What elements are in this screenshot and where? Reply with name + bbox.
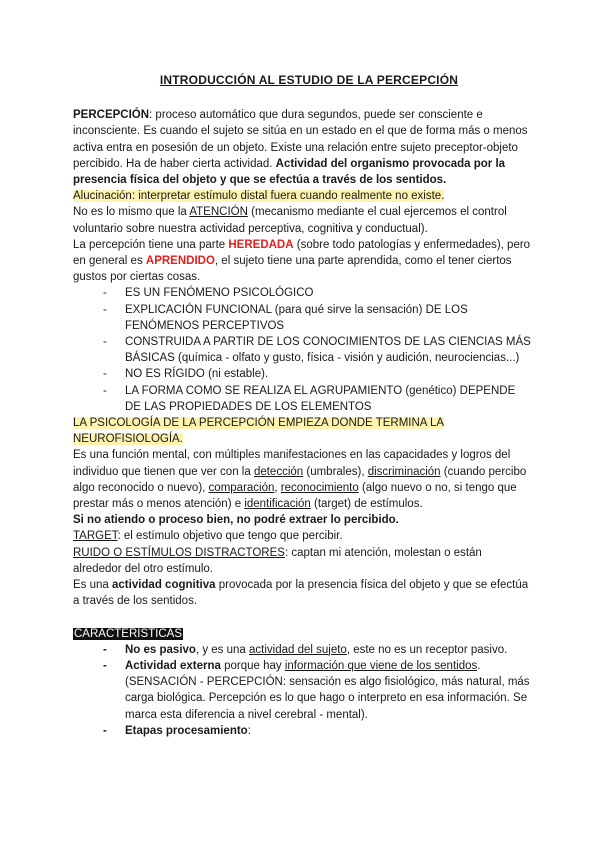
list-item: - ES UN FENÓMENO PSICOLÓGICO — [103, 285, 533, 301]
target-term: TARGET — [73, 530, 118, 543]
list-item: - Actividad externa porque hay información que viene de los sentidos. (SENSACIÓN - PERCEPCIÓN: sensación es algo fisiológico, más natural, más carga biológica. Percepción es lo que hago o interpreto en esa información. Se marca esta diferencia a nivel cerebral - mental). — [103, 658, 533, 723]
psicologia-highlight: LA PSICOLOGÍA DE LA PERCEPCIÓN EMPIEZA DONDE TERMINA LA NEUROFISIOLOGÍA. — [73, 417, 445, 446]
aprendido-term: APRENDIDO — [145, 255, 215, 268]
list-item: - LA FORMA COMO SE REALIZA EL AGRUPAMIENTO (genético) DEPENDE DE LAS PROPIEDADES DE LOS ELEMENTOS — [103, 383, 533, 415]
actividad-paragraph: Es una actividad cognitiva provocada por la presencia física del objeto y que se efectúa a través de los sentidos. — [73, 579, 529, 608]
caracteristicas-list — [73, 642, 533, 739]
list-item: - CONSTRUIDA A PARTIR DE LOS CONOCIMIENTOS DE LAS CIENCIAS MÁS BÁSICAS (química - olfato y gusto, física - visión y audición, neurociencias...) — [103, 334, 533, 366]
heredada-paragraph: La percepción tiene una parte HEREDADA (sobre todo patologías y enfermedades), pero en general es APRENDIDO, el sujeto tiene una parte aprendida, como el tener ciertos gustos por ciertas cosas. — [73, 238, 531, 284]
features-list — [73, 285, 533, 415]
funcion-mental-paragraph: Es una función mental, con múltiples manifestaciones en las capacidades y logros del individuo que tienen que ver con la detección (umbrales), discriminación (cuando percibo algo reconocido o nuevo), comparación, reconocimiento (algo nuevo o no, si tengo que prestar más o menos atención) e identificación (target) de estímulos. — [73, 449, 527, 511]
target-line: TARGET: el estímulo objetivo que tengo que percibir. — [73, 530, 343, 543]
ruido-term: RUIDO O ESTÍMULOS DISTRACTORES — [73, 546, 285, 559]
caracteristicas-heading: CARACTERÍSTICAS — [74, 627, 182, 640]
ruido-paragraph: RUIDO O ESTÍMULOS DISTRACTORES: captan mi atención, molestan o están alrededor del otro estímulo. — [73, 546, 482, 575]
no-atiendo-line: Si no atiendo o proceso bien, no podré extraer lo percibido. — [73, 514, 399, 527]
document-page — [73, 72, 533, 739]
percepcion-paragraph: PERCEPCIÓN: proceso automático que dura segundos, puede ser consciente e inconsciente. Es cuando el sujeto se sitúa en un estado en el que de forma más o menos activa entra en posesión de un objeto. Existe una relación entre sujeto preceptor-objeto percibido. Ha de haber cierta actividad. Actividad del organismo provocada por la presencia física del objeto y que se efectúa a través de los sentidos. — [73, 109, 528, 187]
atencion-paragraph: No es lo mismo que la ATENCIÓN (mecanismo mediante el cual ejercemos el control voluntario sobre nuestra actividad perceptiva, cognitiva y conductual). — [73, 206, 507, 235]
list-item: - Etapas procesamiento: — [103, 723, 533, 739]
list-item: - EXPLICACIÓN FUNCIONAL (para qué sirve la sensación) DE LOS FENÓMENOS PERCEPTIVOS — [103, 302, 533, 334]
list-item: - No es pasivo, y es una actividad del sujeto, este no es un receptor pasivo. — [103, 642, 533, 658]
atencion-term: ATENCIÓN — [189, 206, 248, 219]
page-title: INTRODUCCIÓN AL ESTUDIO DE LA PERCEPCIÓN — [159, 73, 459, 87]
list-item: - NO ES RÍGIDO (ni estable). — [103, 366, 533, 382]
percepcion-bold-definition: Actividad del organismo provocada por la presencia física del objeto y que se efectúa a través de los sentidos. — [73, 157, 506, 187]
percepcion-term: PERCEPCIÓN — [73, 109, 150, 122]
alucinacion-line: Alucinación: interpretar estímulo distal fuera cuando realmente no existe. — [73, 190, 445, 203]
heredada-term: HEREDADA — [228, 238, 294, 251]
